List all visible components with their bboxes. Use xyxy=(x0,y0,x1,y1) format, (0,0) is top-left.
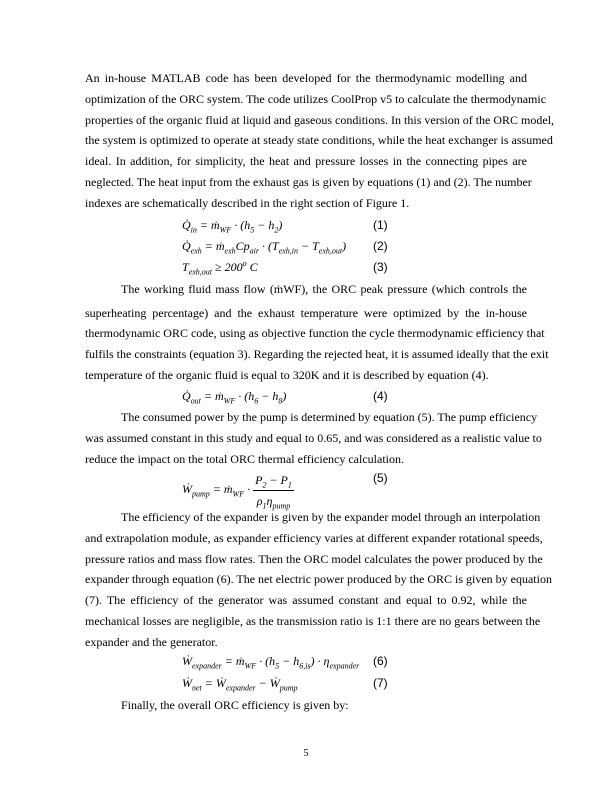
equation-number: (6) xyxy=(373,654,388,668)
text-line: pressure ratios and mass flow rates. Then the ORC model calculates the power produced by the xyxy=(85,551,543,566)
equation-number: (4) xyxy=(373,389,388,403)
text-line: the system is optimized to operate at steady state conditions, while the heat exchanger is assumed xyxy=(85,133,553,148)
text-line: (7). The efficiency of the generator was assumed constant and equal to 0.92, while the xyxy=(85,593,527,608)
text-line: The working fluid mass flow (ṁWF), the ORC peak pressure (which controls the xyxy=(121,282,527,296)
equation-6: Ẇ$_{expander}$ = ṁ$_{WF}$ · $(h_5 - h_{6,is}) \cdot \eta_{expander}$ xyxy=(182,654,360,671)
text-line: The consumed power by the pump is determined by equation (5). The pump efficiency xyxy=(121,410,538,424)
paragraph-1 xyxy=(85,68,555,214)
text-line: was assumed constant in this study and equal to 0.65, and was considered as a realistic value to xyxy=(85,430,542,445)
equation-2: $Q̇_{exh}$ = $ṁ_{exh}Cp_{air} \cdot (T_{exh,in} - T_{exh,out})$ xyxy=(182,239,347,256)
equation-number: (1) xyxy=(373,218,388,232)
paragraph-5 xyxy=(85,695,527,716)
paragraph-3 xyxy=(85,407,542,469)
paragraph-4 xyxy=(85,507,552,653)
text-line: mechanical losses are negligible, as the transmission ratio is 1:1 there are no gears between the xyxy=(85,613,541,628)
text-line: superheating percentage) and the exhaust temperature were optimized by the in-house xyxy=(85,305,527,320)
equation-5: Ẇ$_{pump}$ = ṁ$_{WF}$ · $\frac{P_2 - P_1}{\rho_1\eta_{pump}}$ xyxy=(182,468,294,510)
text-line: and extrapolation module, as expander efficiency varies at different expander rotational speeds, xyxy=(85,530,543,545)
text-line: thermodynamic ORC code, using as objective function the cycle thermodynamic efficiency that xyxy=(85,326,545,341)
text-line: fulfils the constraints (equation 3). Regarding the rejected heat, it is assumed ideally that the exit xyxy=(85,347,549,362)
equation-number: (7) xyxy=(373,676,388,690)
text-line: optimization of the ORC system. The code utilizes CoolProp v5 to calculate the thermodynamic xyxy=(85,91,547,106)
text-line: An in-house MATLAB code has been developed for the thermodynamic modelling and xyxy=(85,71,527,85)
paragraph-2 xyxy=(85,279,549,386)
equation-3: $T_{exh,out} \ge 200^o$ C xyxy=(182,259,258,277)
text-line: Finally, the overall ORC efficiency is given by: xyxy=(121,698,349,712)
text-line: The efficiency of the expander is given by the expander model through an interpolation xyxy=(121,510,541,524)
equation-1: $Q̇_{in}$ = ṁ$_{WF}$ · $(h_5 - h_2)$ xyxy=(182,218,283,235)
text-line: ideal. In addition, for simplicity, the heat and pressure losses in the connecting pipes are xyxy=(85,154,527,169)
text-line: reduce the impact on the total ORC thermal efficiency calculation. xyxy=(85,451,404,466)
equation-7: Ẇ$_{net}$ = Ẇ$_{expander}$ − Ẇ$_{pump}$ xyxy=(182,676,298,693)
text-line: expander and the generator. xyxy=(85,634,218,649)
text-line: expander through equation (6). The net electric power produced by the ORC is given by equation xyxy=(85,572,552,587)
page-number: 5 xyxy=(303,748,309,759)
text-line: indexes are schematically described in the right section of Figure 1. xyxy=(85,195,410,210)
text-line: temperature of the organic fluid is equal to 320K and it is described by equation (4). xyxy=(85,367,489,382)
equation-number: (3) xyxy=(373,260,388,274)
equation-number: (2) xyxy=(373,239,388,253)
text-line: neglected. The heat input from the exhaust gas is given by equations (1) and (2). The number xyxy=(85,174,532,189)
text-line: properties of the organic fluid at liquid and gaseous conditions. In this version of the ORC model, xyxy=(85,112,555,127)
equation-number: (5) xyxy=(373,471,388,485)
equation-4: $Q̇_{out}$ = ṁ$_{WF}$ · $(h_6 - h_8)$ xyxy=(182,389,287,406)
